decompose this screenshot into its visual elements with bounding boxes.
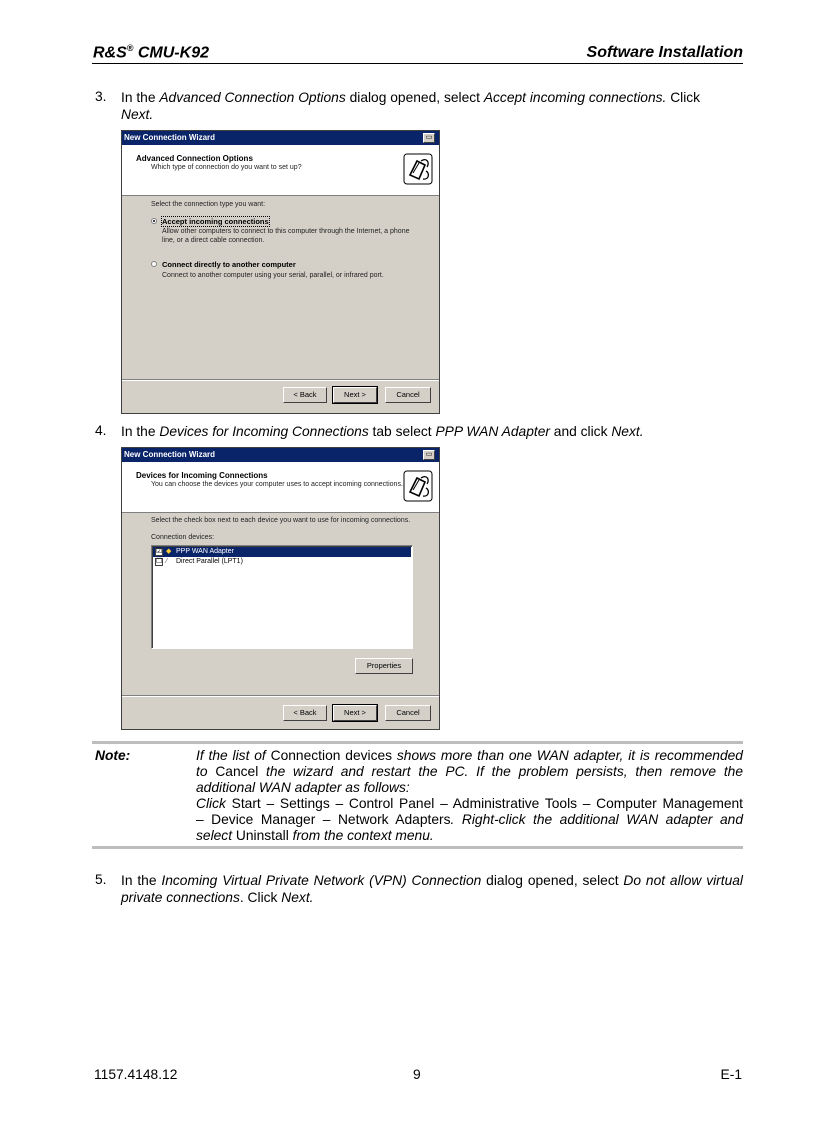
connect-directly-radio[interactable]: [151, 261, 157, 267]
note-line2: [196, 764, 743, 780]
device-row-direct-parallel[interactable]: [153, 557, 411, 567]
dialog2-subheading: You can choose the devices your computer uses to accept incoming connections.: [151, 481, 403, 488]
dialog2-next-button[interactable]: Next >: [333, 705, 377, 721]
dialog2-back-button[interactable]: < Back: [283, 705, 327, 721]
step4-text: [121, 423, 644, 440]
note-line4: [196, 796, 743, 812]
dialog2-titlebar: New Connection Wizard: [122, 448, 439, 462]
dialog2-heading: Devices for Incoming Connections: [136, 471, 268, 480]
dialog1-close-icon[interactable]: ▭: [423, 133, 435, 143]
note-top-rule: [92, 741, 743, 744]
step5-line1: [121, 872, 743, 889]
step5-i4: Next.: [281, 890, 314, 905]
note-l5a: – Device Manager – Network Adapters: [196, 812, 451, 827]
connection-devices-label: Connection devices:: [151, 534, 215, 541]
accept-incoming-label[interactable]: Accept incoming connections: [162, 217, 269, 226]
direct-parallel-checkbox[interactable]: ☐: [156, 558, 163, 565]
dialog2-close-icon[interactable]: ▭: [423, 450, 435, 460]
header-section-title: Software Installation: [586, 44, 743, 61]
dialog1-back-button[interactable]: < Back: [283, 387, 327, 403]
note-bottom-rule: [92, 846, 743, 849]
connection-devices-list[interactable]: [151, 545, 413, 649]
step3-text: [121, 89, 743, 106]
brand-text: R&S: [93, 44, 127, 62]
header-rule: [92, 63, 743, 64]
step4-i3: Next.: [611, 424, 644, 439]
step5-line2: [121, 889, 314, 906]
dialog1-subheading: Which type of connection do you want to set up?: [151, 164, 302, 171]
note-l1b: Connection devices: [270, 748, 393, 763]
footer-edition: E-1: [720, 1067, 742, 1082]
step3-t3: Click: [666, 90, 701, 105]
device-name: PPP WAN Adapter: [176, 548, 234, 555]
step3-t2: dialog opened, select: [345, 90, 484, 105]
step4-i1: Devices for Incoming Connections: [159, 424, 369, 439]
note-l5b: . Right-click the additional WAN adapter and: [450, 812, 743, 827]
note-l6a: select: [196, 828, 236, 843]
step4-t2: tab select: [368, 424, 436, 439]
footer-doc-number: 1157.4148.12: [94, 1067, 178, 1082]
option2-desc: Connect to another computer using your serial, parallel, or infrared port.: [162, 272, 384, 279]
accept-incoming-radio[interactable]: [151, 218, 157, 224]
step3-i3: Next.: [121, 107, 154, 122]
advanced-connection-options-dialog: [121, 130, 440, 414]
header-brand: [93, 43, 209, 62]
note-line3: additional WAN adapter as follows:: [196, 780, 410, 795]
step3-line2: [121, 106, 153, 123]
note-l2c: the wizard and restart the PC. If the problem persists, then remove the: [258, 764, 744, 779]
ppp-wan-checkbox[interactable]: ☑: [156, 548, 163, 555]
step4-t3: and click: [549, 424, 612, 439]
dialog1-heading: Advanced Connection Options: [136, 154, 253, 163]
step3-i2: Accept incoming connections.: [483, 90, 667, 105]
note-line1: [196, 748, 743, 764]
footer-page-number: 9: [413, 1067, 421, 1082]
dialog1-prompt: Select the connection type you want:: [151, 201, 266, 208]
dialog1-cancel-button[interactable]: Cancel: [385, 387, 431, 403]
note-l1c: shows more than one WAN adapter, it is recommended: [392, 748, 743, 763]
device-row-ppp-wan[interactable]: [153, 547, 411, 557]
note-l4a: Click: [196, 796, 232, 811]
step5-i2: Do not allow virtual: [623, 873, 744, 888]
note-l1a: If the list of: [196, 748, 271, 763]
note-body: [196, 748, 743, 844]
step4-t1: In the: [121, 424, 160, 439]
dialog2-header-area: [122, 462, 439, 513]
note-l4b: Start – Settings – Control Panel – Administrative Tools – Computer Management: [231, 796, 743, 811]
step5-t3: . Click: [239, 890, 282, 905]
note-l2b: Cancel: [215, 764, 259, 779]
step3-i1: Advanced Connection Options: [159, 90, 346, 105]
step5-t2: dialog opened, select: [481, 873, 624, 888]
network-adapter-icon: ◆: [166, 548, 172, 555]
wizard-phone-icon: [403, 470, 433, 502]
step4-number: 4.: [95, 423, 107, 438]
dialog1-separator: [122, 379, 439, 381]
note-l6c: from the context menu.: [288, 828, 434, 843]
step4-i2: PPP WAN Adapter: [435, 424, 550, 439]
dialog1-titlebar: New Connection Wizard: [122, 131, 439, 145]
device-name: Direct Parallel (LPT1): [176, 558, 243, 565]
step5-i3: private connections: [121, 890, 240, 905]
dialog2-prompt: Select the check box next to each device you want to use for incoming connections.: [151, 517, 411, 524]
dialog2-separator: [122, 695, 439, 697]
note-line5: [196, 812, 743, 828]
step3-number: 3.: [95, 89, 107, 104]
option1-desc-line2: line, or a direct cable connection.: [162, 237, 265, 244]
option1-desc-line1: Allow other computers to connect to this computer through the Internet, a phone: [162, 228, 410, 235]
properties-button[interactable]: Properties: [355, 658, 413, 674]
connect-directly-label[interactable]: Connect directly to another computer: [162, 260, 296, 269]
dialog1-next-button[interactable]: Next >: [333, 387, 377, 403]
step5-t1: In the: [121, 873, 162, 888]
step5-number: 5.: [95, 872, 107, 887]
note-label: Note:: [95, 748, 131, 763]
step3-t1: In the: [121, 90, 160, 105]
devices-incoming-dialog: [121, 447, 440, 730]
wizard-phone-icon: [403, 153, 433, 185]
parallel-port-icon: ⁄: [166, 558, 168, 565]
step5-i1: Incoming Virtual Private Network (VPN) Connection: [161, 873, 482, 888]
dialog1-header-area: [122, 145, 439, 196]
note-line6: [196, 828, 743, 844]
product-name: CMU-K92: [133, 44, 209, 62]
dialog2-cancel-button[interactable]: Cancel: [385, 705, 431, 721]
registered-mark: ®: [126, 43, 134, 53]
note-l6b: Uninstall: [235, 828, 289, 843]
note-l2a: to: [196, 764, 216, 779]
